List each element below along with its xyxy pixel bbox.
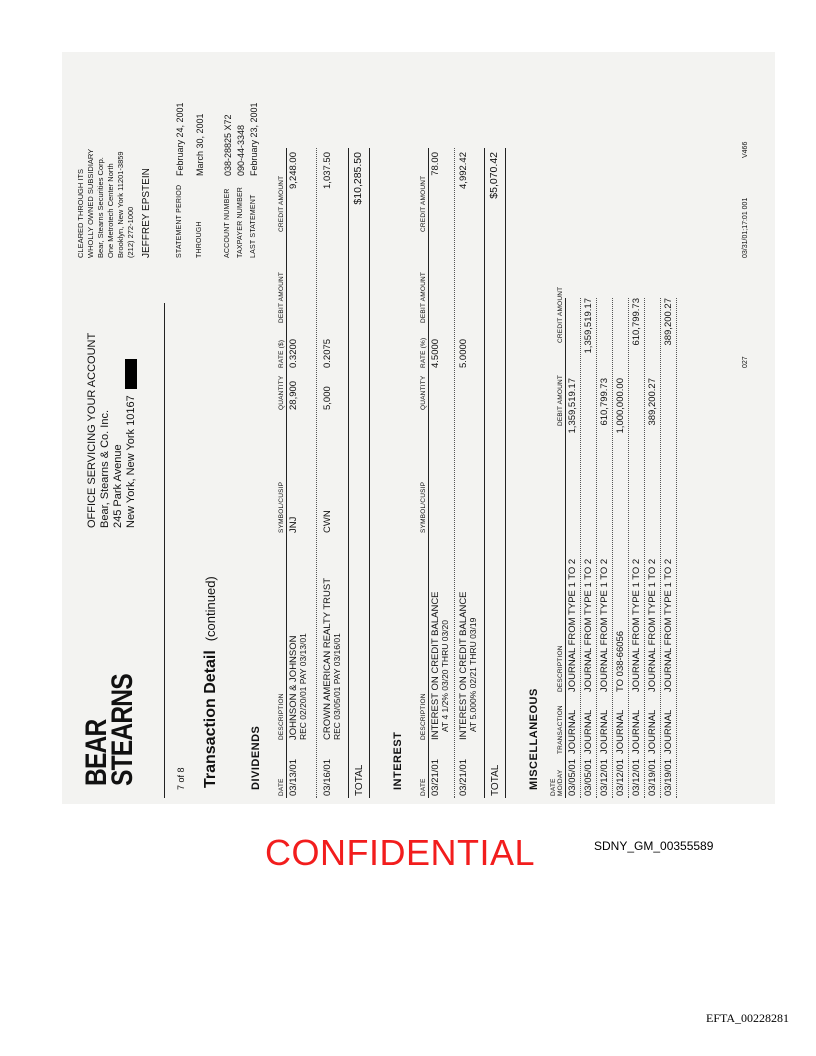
client-name: JEFFREY EPSTEIN: [141, 168, 152, 258]
divider: [484, 148, 485, 798]
dividends-total-label: TOTAL: [354, 764, 365, 796]
rotated-statement: BEAR STEARNS OFFICE SERVICING YOUR ACCOUNT Bear, Stearns & Co. Inc. 245 Park Avenue New York, New York 10167 CLEARED THROUGH ITS WHOLLY OWNED SUBSIDIARY Bear, Stearns Securities Corp. One Metrotech Center North Brooklyn, New York 11201-3859 (212) 272-1000 JEFFREY EPSTEIN 7 of 8 STATEMENT PERIOD February 24, 2001 THROUGH March 30, 2001 ACCOUNT NUMBER 038-28825 X72 TAXPAYER NUMBER 090-44-3348 LAST STATEMENT February 23, 2001 Transaction Detail (continued) DIVIDENDS DATE DESCRIPTION SYMBOL/CUSIP QUANTITY RATE ($) DEBIT AMOUNT CREDIT AMOUNT 03/13/01 JOHNSON & JOHNSON REC 02/20/01 PAY 03/13/01 JNJ 28,900 0.3200 9,248.00 03/16/01 CROWN AMERICAN REALTY TRUST REC 03/05/01 PAY 03/16/01 CWN 5,000 0.2075 1,037.50 TOTAL $10,285.50 INTEREST DATE DESCRIPTION SYMBOL/CUSIP QUANTITY RATE (%) DEBIT AMOUNT CREDIT AMOUNT 03/21/01 INTEREST ON CREDIT BALANCE AT 4 1/2% 03/20 THRU 03/20 4.5000 78.00 03/21/01 INTEREST ON CREDIT BALANCE AT 5.000% 02/21 THRU 03/19 5.0000 4,992.42 TOTAL $5,070.42 MISCELLANEOUS DATE MO/DAY TRANSACTION DESCRIPTION DEBIT AMOUNT CREDIT AMOUNT 03/05/01 JOURNAL JOURNAL FROM TYPE 1 TO 2 1,359,519.17 03/05/01 JOURNAL JOURNAL FROM TYPE 1 TO 2 1,359,519.17 03/12/01 JOURNAL JOURNAL FROM TYPE 1 TO 2 610,799.73 03/12/01 JOURNAL TO 038-66056 1,000,000.00 03/12/01 JOURNAL JOURNAL FROM TYPE 1 TO 2 610,799.73 03/19/01 JOURNAL JOURNAL FROM TYPE 1 TO 2 389,200.27 03/19/01 JOURNAL JOURNAL FROM TYPE 1 TO 2 389,200.27 027 03/31/01;17:01 001 V466: [66, 58, 766, 798]
divider: [348, 148, 349, 798]
divider: [286, 148, 287, 798]
divider: [369, 148, 370, 798]
clearing-firm: CLEARED THROUGH ITS WHOLLY OWNED SUBSIDIARY Bear, Stearns Securities Corp. One Metrotech Center North Brooklyn, New York 11201-3859 (212) 272-1000 JEFFREY EPSTEIN: [76, 148, 152, 258]
bear-stearns-logo: BEAR STEARNS: [80, 674, 139, 786]
office-address: OFFICE SERVICING YOUR ACCOUNT Bear, Stearns & Co. Inc. 245 Park Avenue New York, New York 10167: [86, 332, 137, 528]
interest-total-label: TOTAL: [490, 764, 501, 796]
divider: [565, 298, 566, 798]
divider: [428, 148, 429, 798]
footer-code: 027: [742, 356, 749, 368]
dividends-heading: DIVIDENDS: [250, 725, 262, 790]
redaction-box: [125, 359, 137, 389]
footer-timestamp: 03/31/01;17:01 001: [742, 197, 749, 258]
interest-heading: INTEREST: [392, 731, 404, 790]
page-title: Transaction Detail (continued): [202, 576, 219, 788]
interest-total: $5,070.42: [488, 152, 500, 199]
divider: [454, 148, 455, 798]
bates-number: SDNY_GM_00355589: [594, 839, 714, 853]
footer-version: V466: [742, 141, 749, 158]
misc-heading: MISCELLANEOUS: [528, 688, 540, 790]
dividends-total: $10,285.50: [352, 152, 364, 205]
confidential-stamp: CONFIDENTIAL: [265, 832, 536, 873]
divider: [316, 148, 317, 798]
header-rule: [164, 303, 165, 798]
divider: [505, 148, 506, 798]
page-indicator: 7 of 8: [176, 767, 186, 790]
statement-info: STATEMENT PERIOD February 24, 2001 THROUGH March 30, 2001 ACCOUNT NUMBER 038-28825 X72 TAXPAYER NUMBER 090-44-3348 LAST STATEMENT February 23, 2001: [175, 102, 259, 258]
efta-number: EFTA_00228281: [706, 1011, 790, 1025]
